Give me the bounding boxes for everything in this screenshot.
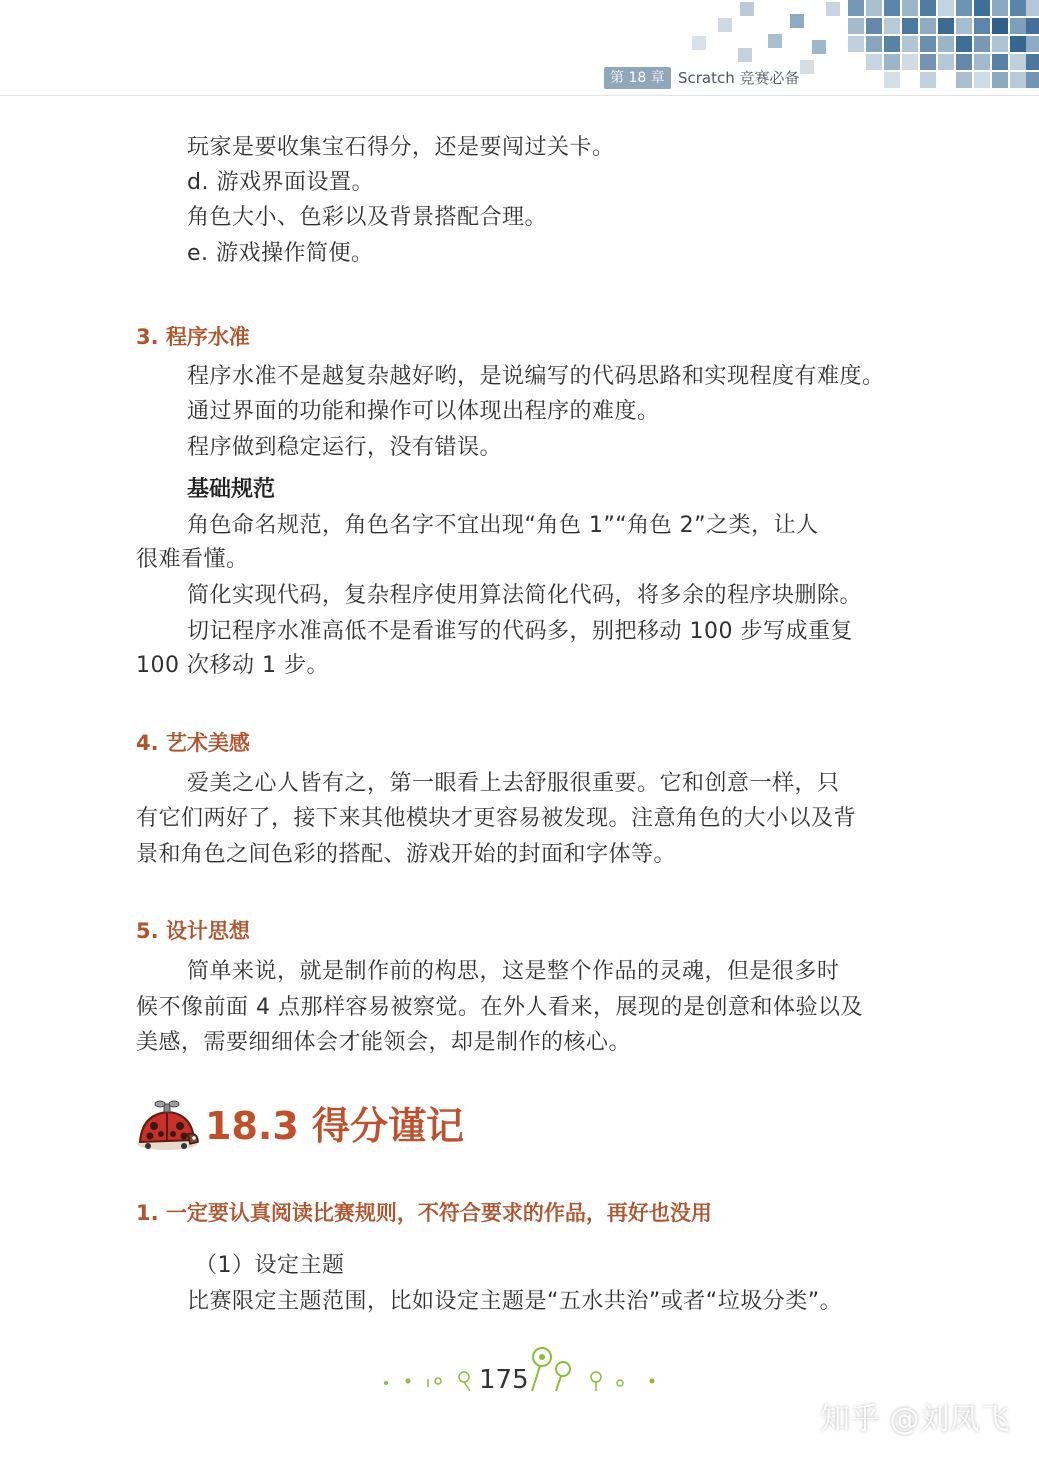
chapter-title: Scratch 竞赛必备 bbox=[678, 69, 800, 87]
list-item-e: e. 游戏操作简便。 bbox=[187, 241, 374, 266]
paragraph-line: 通过界面的功能和操作可以体现出程序的难度。 bbox=[187, 399, 660, 424]
paragraph-line: 角色命名规范，角色名字不宜出现“角色 1”“角色 2”之类，让人 bbox=[187, 513, 819, 538]
list-item-set-theme: （1）设定主题 bbox=[195, 1253, 345, 1278]
ladybug-icon bbox=[134, 1100, 200, 1152]
paragraph-line: 100 次移动 1 步。 bbox=[136, 653, 329, 678]
paragraph-line: 很难看懂。 bbox=[136, 547, 249, 572]
paragraph-line: 简单来说，就是制作前的构思，这是整个作品的灵魂，但是很多时 bbox=[187, 959, 840, 984]
section-title-program-level: 3. 程序水准 bbox=[136, 325, 250, 349]
chapter-badge: 第 18 章 bbox=[604, 67, 671, 89]
paragraph-line: 景和角色之间色彩的搭配、游戏开始的封面和字体等。 bbox=[136, 842, 677, 867]
paragraph-line: 玩家是要收集宝石得分，还是要闯过关卡。 bbox=[187, 135, 615, 160]
list-item-d: d. 游戏界面设置。 bbox=[187, 170, 374, 195]
paragraph-line: 有它们两好了，接下来其他模块才更容易被发现。注意角色的大小以及背 bbox=[136, 806, 857, 831]
section-title-design-idea: 5. 设计思想 bbox=[136, 919, 250, 943]
paragraph-line: 爱美之心人皆有之，第一眼看上去舒服很重要。它和创意一样，只 bbox=[187, 771, 840, 796]
header-mosaic-decoration bbox=[0, 0, 1039, 100]
paragraph-line: 程序做到稳定运行，没有错误。 bbox=[187, 435, 503, 460]
paragraph-line: 美感，需要细细体会才能领会，却是制作的核心。 bbox=[136, 1030, 632, 1055]
paragraph-line: 程序水准不是越复杂越好哟，是说编写的代码思路和实现程度有难度。 bbox=[187, 364, 885, 389]
watermark: 知乎 @刘凤飞 bbox=[820, 1402, 1010, 1437]
rule-title-read-rules: 1. 一定要认真阅读比赛规则，不符合要求的作品，再好也没用 bbox=[136, 1201, 712, 1225]
subheading-basic-norms: 基础规范 bbox=[187, 477, 276, 502]
section-title-art-aesthetics: 4. 艺术美感 bbox=[136, 731, 250, 755]
page-number: 175 bbox=[479, 1365, 529, 1395]
paragraph-line: 候不像前面 4 点那样容易被察觉。在外人看来，展现的是创意和体验以及 bbox=[136, 995, 863, 1020]
paragraph-line: 简化实现代码，复杂程序使用算法简化代码，将多余的程序块删除。 bbox=[187, 583, 863, 608]
paragraph-line: 角色大小、色彩以及背景搭配合理。 bbox=[187, 205, 548, 230]
paragraph-line: 切记程序水准高低不是看谁写的代码多，别把移动 100 步写成重复 bbox=[187, 619, 853, 644]
paragraph-line: 比赛限定主题范围，比如设定主题是“五水共治”或者“垃圾分类”。 bbox=[187, 1289, 843, 1314]
chapter-section-heading: 18.3 得分谨记 bbox=[205, 1104, 464, 1148]
